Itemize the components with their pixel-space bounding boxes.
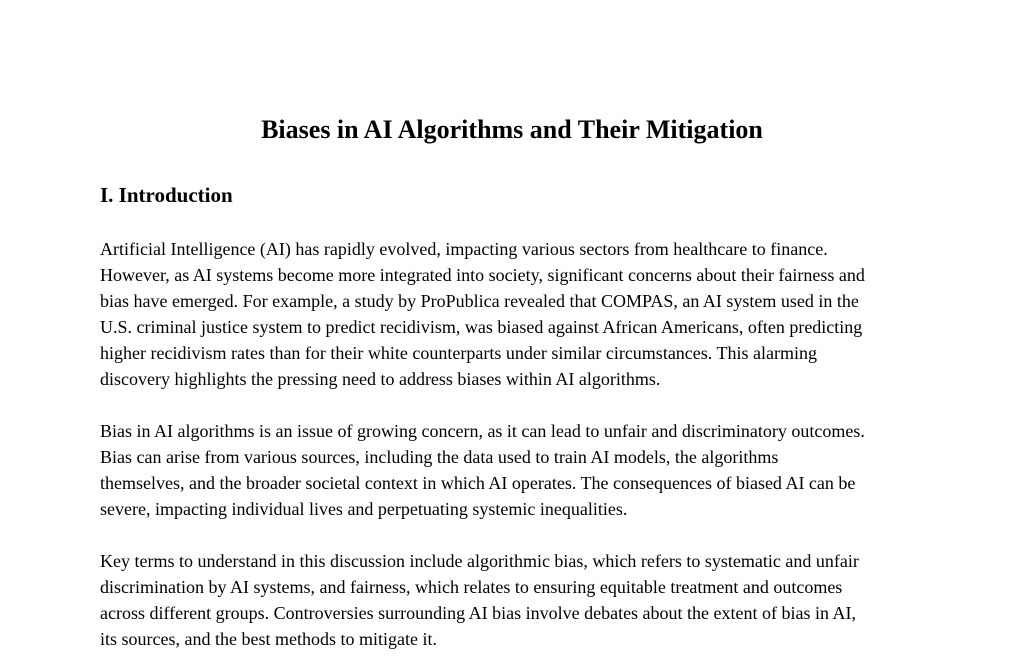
paragraph-key-terms [100,548,960,652]
paragraph-line: its sources, and the best methods to mitigate it. [100,629,437,649]
paragraph-line: across different groups. Controversies surrounding AI bias involve debates about the extent of bias in AI, [100,603,857,623]
paragraph-line: Artificial Intelligence (AI) has rapidly evolved, impacting various sectors from healthcare to finance. [100,239,828,259]
paragraph-line: Bias can arise from various sources, including the data used to train AI models, the algorithms [100,447,779,467]
paragraph-bias-concern [100,418,960,522]
paragraph-line: U.S. criminal justice system to predict recidivism, was biased against African Americans, often predicting [100,317,863,337]
paragraph-line: themselves, and the broader societal context in which AI operates. The consequences of biased AI can be [100,473,856,493]
paragraph-line: However, as AI systems become more integrated into society, significant concerns about their fairness and [100,265,865,285]
document-title: Biases in AI Algorithms and Their Mitigation [261,115,763,144]
paragraph-line: discrimination by AI systems, and fairness, which relates to ensuring equitable treatment and outcomes [100,577,843,597]
paragraph-line: bias have emerged. For example, a study by ProPublica revealed that COMPAS, an AI system used in the [100,291,859,311]
paragraph-line: discovery highlights the pressing need to address biases within AI algorithms. [100,369,661,389]
paragraph-line: Key terms to understand in this discussion include algorithmic bias, which refers to systematic and unfair [100,551,859,571]
paragraph-line: severe, impacting individual lives and perpetuating systemic inequalities. [100,499,628,519]
paragraph-line: Bias in AI algorithms is an issue of growing concern, as it can lead to unfair and discriminatory outcomes. [100,421,865,441]
section-heading-introduction: I. Introduction [100,183,233,207]
paragraph-intro-ai-evolution [100,236,960,392]
paragraph-line: higher recidivism rates than for their white counterparts under similar circumstances. This alarming [100,343,817,363]
